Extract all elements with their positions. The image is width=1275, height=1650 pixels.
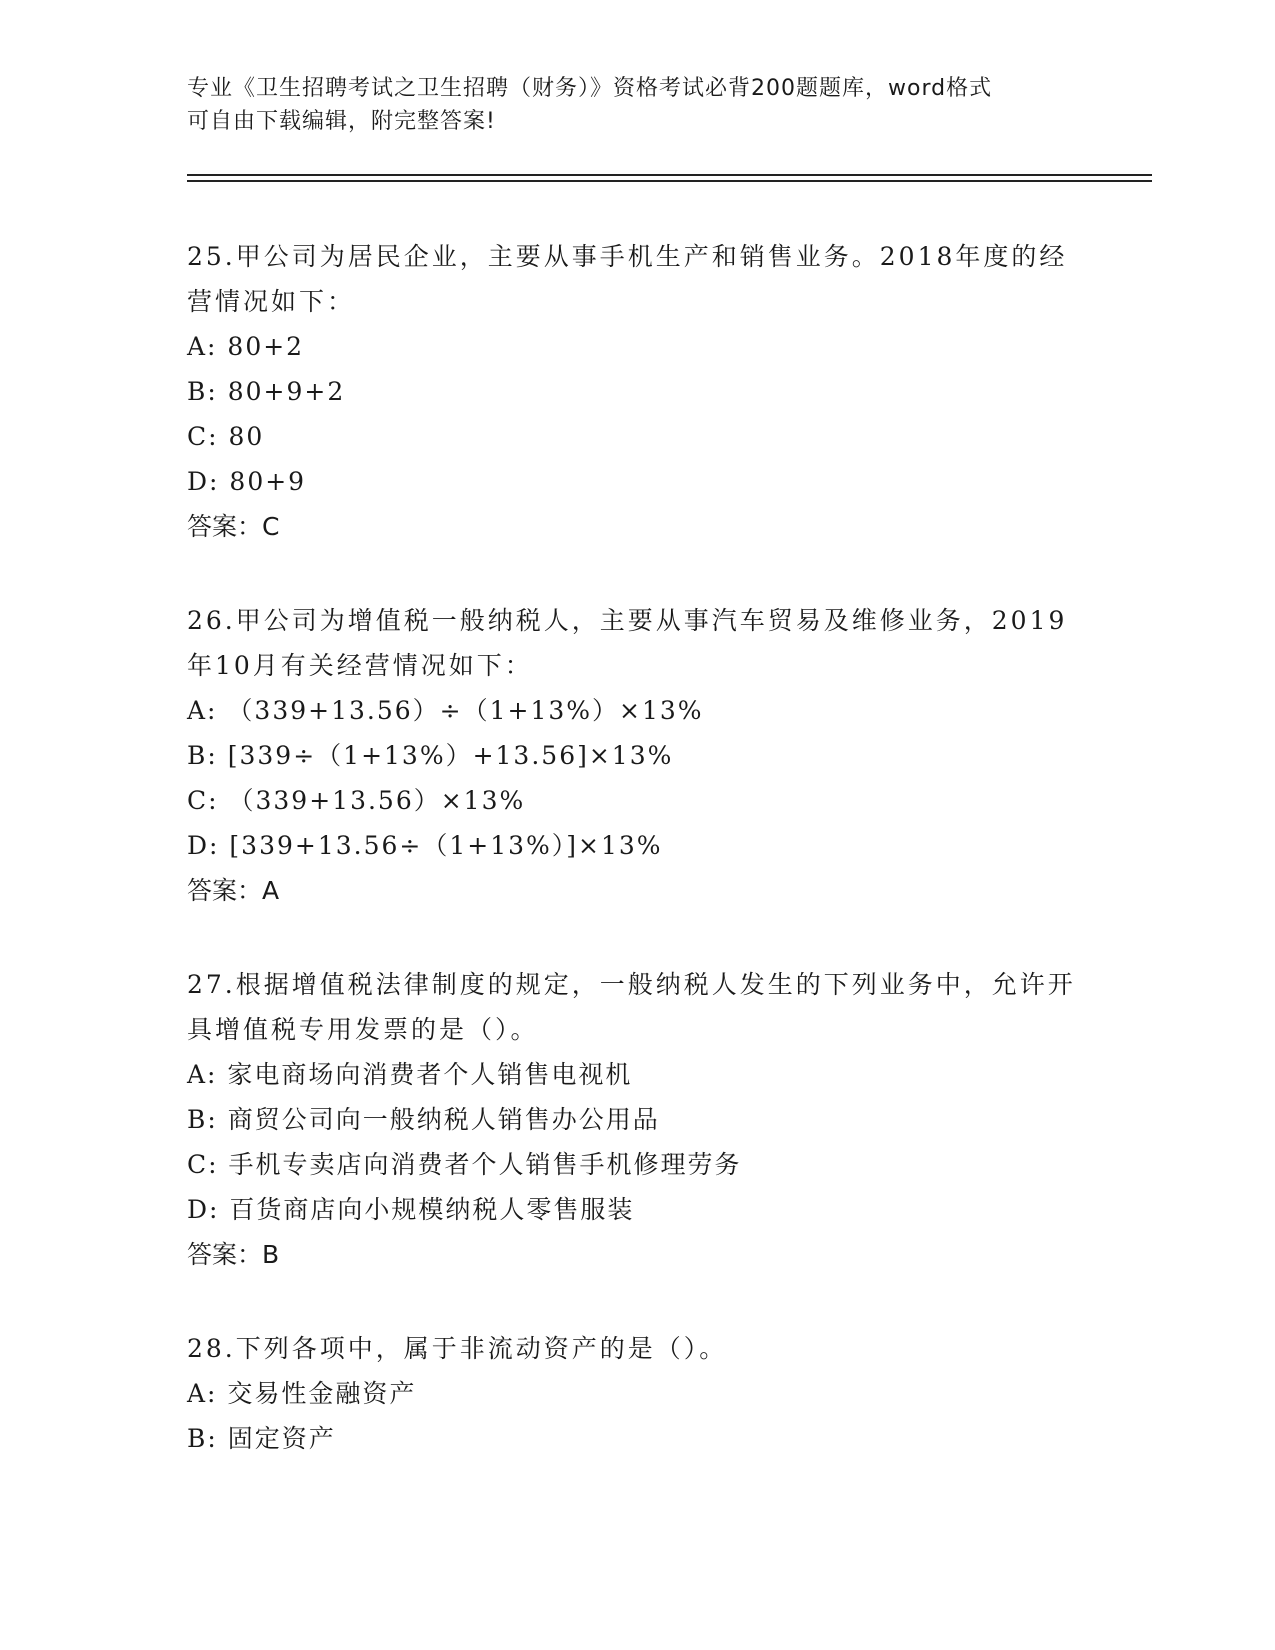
option-a: A: （339+13.56）÷（1+13%）×13% bbox=[187, 696, 704, 725]
question-27 bbox=[187, 962, 1087, 1277]
question-stem: 28.下列各项中，属于非流动资产的是（）。 bbox=[187, 1334, 728, 1363]
answer: 答案：A bbox=[187, 876, 280, 905]
option-d: D: 百货商店向小规模纳税人零售服装 bbox=[187, 1195, 635, 1224]
option-d: D: 80+9 bbox=[187, 467, 307, 496]
answer: 答案：C bbox=[187, 512, 280, 541]
option-c: C: 80 bbox=[187, 422, 265, 451]
question-stem: 27.根据增值税法律制度的规定，一般纳税人发生的下列业务中，允许开具增值税专用发票的是（）。 bbox=[187, 970, 1076, 1044]
question-28 bbox=[187, 1326, 1087, 1461]
header-line-2: 可自由下载编辑，附完整答案! bbox=[187, 109, 496, 134]
question-stem: 25.甲公司为居民企业，主要从事手机生产和销售业务。2018年度的经营情况如下： bbox=[187, 242, 1068, 316]
header-divider-bottom bbox=[187, 180, 1152, 182]
option-d: D: [339+13.56÷（1+13%）]×13% bbox=[187, 831, 663, 860]
option-c: C: （339+13.56）×13% bbox=[187, 786, 526, 815]
header-divider-top bbox=[187, 174, 1152, 176]
option-a: A: 交易性金融资产 bbox=[187, 1379, 417, 1408]
option-c: C: 手机专卖店向消费者个人销售手机修理劳务 bbox=[187, 1150, 742, 1179]
document-header bbox=[187, 72, 1067, 138]
option-b: B: 商贸公司向一般纳税人销售办公用品 bbox=[187, 1105, 660, 1134]
question-stem: 26.甲公司为增值税一般纳税人，主要从事汽车贸易及维修业务，2019年10月有关经营情况如下： bbox=[187, 606, 1068, 680]
header-line-1: 专业《卫生招聘考试之卫生招聘（财务）》资格考试必背200题题库，word格式 bbox=[187, 76, 993, 101]
question-25 bbox=[187, 234, 1087, 549]
option-a: A: 80+2 bbox=[187, 332, 305, 361]
answer: 答案：B bbox=[187, 1240, 280, 1269]
option-a: A: 家电商场向消费者个人销售电视机 bbox=[187, 1060, 633, 1089]
option-b: B: [339÷（1+13%）+13.56]×13% bbox=[187, 741, 674, 770]
option-b: B: 80+9+2 bbox=[187, 377, 346, 406]
option-b: B: 固定资产 bbox=[187, 1424, 336, 1453]
question-26 bbox=[187, 598, 1087, 913]
